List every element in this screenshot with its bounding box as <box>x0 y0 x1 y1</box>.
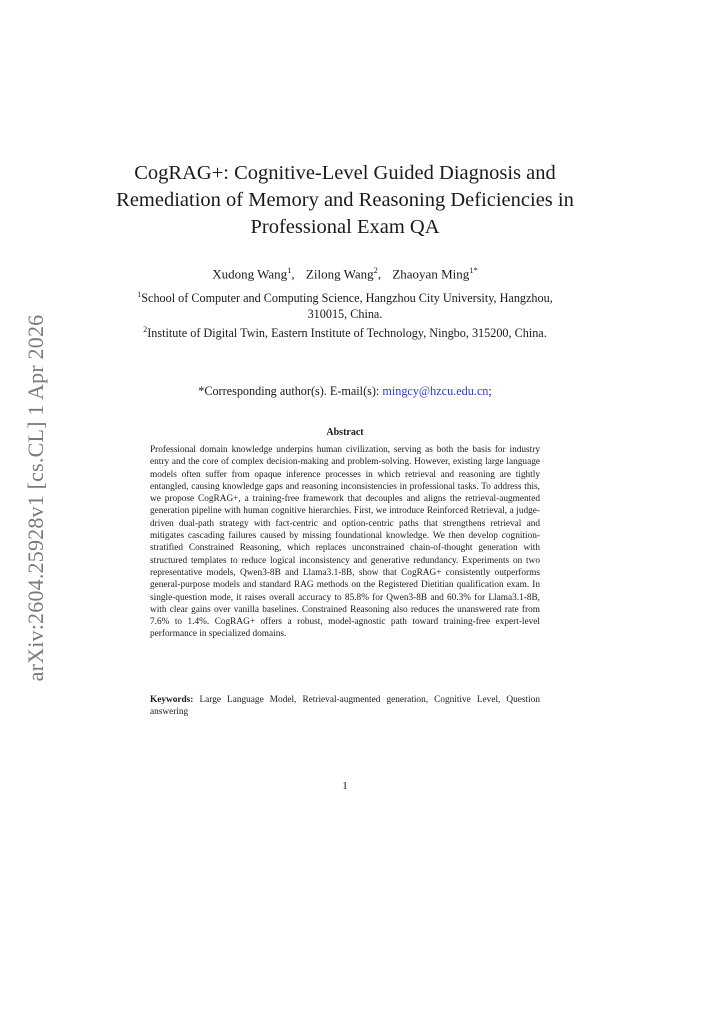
author-email-link[interactable]: mingcy@hzcu.edu.cn <box>382 384 489 398</box>
author-affiliation-mark: 1 <box>287 265 292 275</box>
corresponding-author-line <box>100 383 590 399</box>
affiliation <box>130 322 560 341</box>
author-name: Xudong Wang <box>212 266 288 282</box>
abstract-heading: Abstract <box>326 427 364 438</box>
affiliation-mark: 2 <box>143 325 148 335</box>
affiliation-text: Institute of Digital Twin, Eastern Institute of Technology, Ningbo, 315200, China. <box>147 326 547 341</box>
affiliation <box>130 287 560 322</box>
corresponding-prefix: *Corresponding author(s). E-mail(s): <box>198 384 383 398</box>
page-number: 1 <box>342 780 348 792</box>
corresponding-suffix: ; <box>488 384 492 398</box>
author-affiliation-mark: 2 <box>373 265 378 275</box>
author-list: Xudong Wang$^1$, Zilong Wang$^2$, Zhaoyan Ming$^{1*}$ <box>212 265 478 282</box>
author-affiliation-mark: 1* <box>469 265 478 275</box>
arxiv-identifier: arXiv:2604.25928v1 [cs.CL] 1 Apr 2026 <box>23 314 48 682</box>
keywords-label: Keywords: <box>150 695 194 705</box>
arxiv-sidebar-stamp <box>18 303 54 693</box>
paper-title: CogRAG+: Cognitive-Level Guided Diagnosis and Remediation of Memory and Reasoning Deficiencies in Professional Exam QA <box>116 162 574 238</box>
abstract-text: Professional domain knowledge underpins human civilization, serving as both the basis for industry entry and the core of complex decision-making and problem-solving. However, existing large language models often suffer from opaque inference processes in which retrieval and reasoning are tightly entangled, causing knowledge gaps and reasoning inconsistencies in professional tasks. To address this, we propose CogRAG+, a training-free framework that decouples and aligns the retrieval-augmented generation pipeline with human cognitive hierarchies. First, we introduce Reinforced Retrieval, a judge-driven dual-path strategy with fact-centric and option-centric paths that strengthens retrieval and mitigates cascading failures caused by missing foundational knowledge. We then develop cognition-stratified Constrained Reasoning, which replaces unconstrained chain-of-thought generation with structured templates to reduce logical inconsistency and generative redundancy. Experiments on two representative models, Qwen3-8B and Llama3.1-8B, show that CogRAG+ consistently outperforms general-purpose models and standard RAG methods on the Registered Dietitian qualification exam. In single-question mode, it raises overall accuracy to 85.8% for Qwen3-8B and 60.3% for Llama3.1-8B, with clear gains over vanilla baselines. Constrained Reasoning also reduces the unanswered rate from 7.6% to 1.4%. CogRAG+ offers a robust, model-agnostic path toward training-free expert-level performance in specialized domains. <box>150 445 540 640</box>
keywords-text: Large Language Model, Retrieval-augmented generation, Cognitive Level, Question answering <box>150 695 540 718</box>
affiliation-list <box>130 287 560 341</box>
affiliation-mark: 1 <box>137 290 142 299</box>
affiliation-text: School of Computer and Computing Science, Hangzhou City University, Hangzhou, 310015, China. <box>141 291 553 322</box>
author-name: Zilong Wang <box>305 266 374 282</box>
keywords <box>150 694 540 719</box>
author-name: Zhaoyan Ming <box>392 266 470 282</box>
